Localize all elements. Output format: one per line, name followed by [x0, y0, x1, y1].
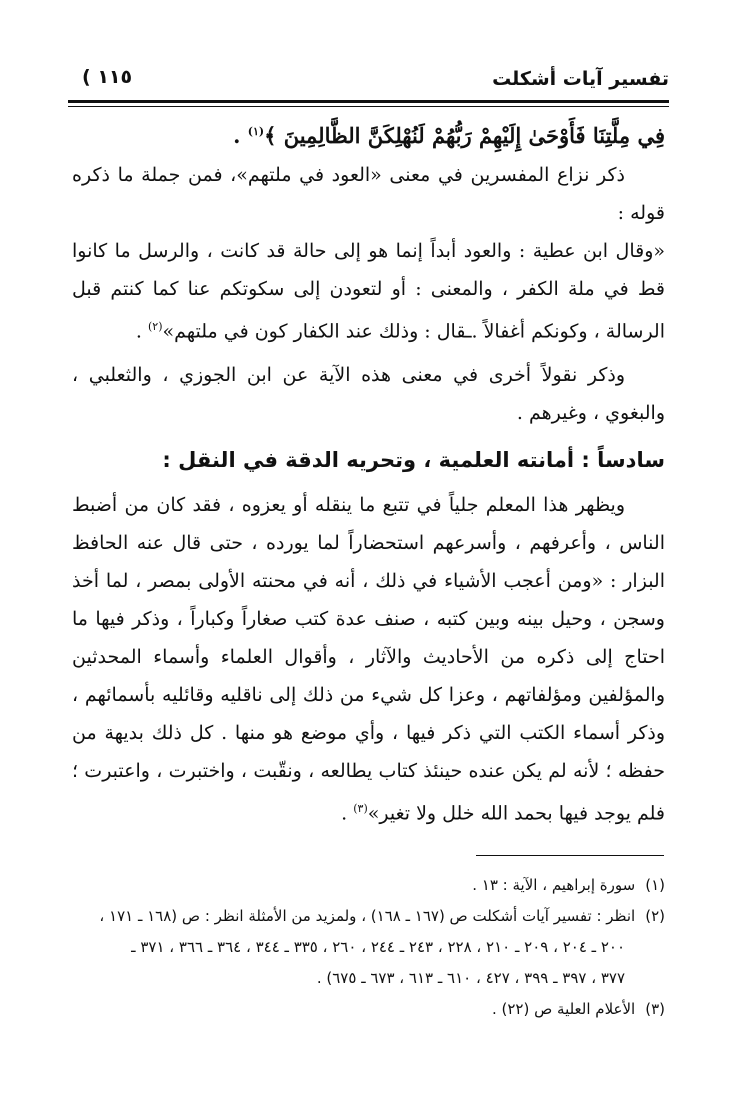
- paragraph-4: [72, 486, 665, 832]
- footnote-ref-3: (٣): [353, 802, 368, 816]
- paragraph-2-text: «وقال ابن عطية : والعود أبداً إنما هو إلى حالة قد كانت ، والرسل ما كانوا قط في ملة الكفر ، والمعنى : أو لتعودن إلى سكوتكم عنا كما كنتم قبل الرسالة ، وكونكم أغفالاً .ـقال : وذلك عند الكفار كون في ملتهم»: [72, 240, 665, 343]
- paragraph-3: وذكر نقولاً أخرى في معنى هذه الآية عن ابن الجوزي ، والثعلبي ، والبغوي ، وغيرهم .: [72, 364, 665, 425]
- quran-end: .: [233, 123, 248, 148]
- footnote-1: [72, 870, 665, 901]
- footnote-separator: [476, 855, 664, 856]
- footnote-2: [72, 901, 665, 932]
- footnote-number: (١): [645, 876, 665, 894]
- footnote-text: انظر : تفسير آيات أشكلت ص (١٦٧ ـ ١٦٨) ، ولمزيد من الأمثلة انظر : ص (١٦٨ ـ ١٧١ ،: [99, 907, 636, 925]
- footnote-number: (٢): [645, 907, 665, 925]
- section-heading: سادساً : أمانته العلمية ، وتحريه الدقة في النقل :: [162, 448, 665, 473]
- header-rule-thin: [68, 106, 669, 107]
- footnote-2-continued: ٣٧٧ ، ٣٩٧ ـ ٣٩٩ ، ٤٢٧ ، ٦١٠ ـ ٦١٣ ، ٦٧٣ ـ ٦٧٥) .: [316, 969, 625, 987]
- paragraph-4-end: .: [341, 802, 354, 825]
- header-title: تفسير آيات أشكلت: [492, 68, 669, 90]
- paragraph-4-text: ويظهر هذا المعلم جلياً في تتبع ما ينقله أو يعزوه ، فقد كان من أضبط الناس ، وأعرفهم ، وأسرعهم استحضاراً لما يورده ، حتى قال عنه الحافظ البزار : «ومن أعجب الأشياء في ذلك ، أنه في محنته الأولى بمصر ، لما أخذ وسجن ، وحيل بينه وبين كتبه ، صنف عدة كتب صغاراً وكباراً ، وذكر فيها ما احتاج إلى ذكره من الأحاديث والآثار ، وأقوال العلماء وأسماء المحدثين والمؤلفين ومؤلفاتهم ، وعزا كل شيء من ذلك إلى ناقليه وقائليه بأسمائهم ، وذكر أسماء الكتب التي ذكر فيها ، وأي موضع هو منها . كل ذلك بديهة من حفظه ؛ لأنه لم يكن عنده حينئذ كتاب يطالعه ، ونقّبت ، واختبرت ، واعتبرت ؛ فلم يوجد فيها بحمد الله خلل ولا تغير»: [72, 494, 665, 825]
- footnotes: [72, 870, 665, 1025]
- footnote-2-continued: ٢٠٠ ـ ٢٠٤ ، ٢٠٩ ـ ٢١٠ ، ٢٢٨ ، ٢٤٣ ـ ٢٤٤ ، ٢٦٠ ، ٣٣٥ ـ ٣٤٤ ، ٣٦٤ ـ ٣٦٦ ، ٣٧١ ـ: [131, 938, 625, 956]
- footnote-number: (٣): [645, 1000, 665, 1018]
- paragraph-2: [72, 232, 665, 350]
- header-rule-thick: [68, 100, 669, 103]
- footnote-ref-1: (١): [247, 125, 265, 138]
- footnote-text: سورة إبراهيم ، الآية : ١٣ .: [472, 876, 636, 894]
- paragraph-2-end: .: [135, 320, 148, 343]
- running-header: [70, 64, 669, 98]
- page-number: ( ١١٥: [82, 66, 133, 88]
- footnote-3: [72, 994, 665, 1025]
- footnote-text: الأعلام العلية ص (٢٢) .: [491, 1000, 636, 1018]
- main-text: [72, 112, 665, 833]
- quran-text: فِي مِلَّتِنَا فَأَوْحَىٰ إِلَيْهِمْ رَبُّهُمْ لَنُهْلِكَنَّ الظَّالِمِينَ ﴾: [264, 123, 665, 148]
- quran-verse: [72, 112, 665, 156]
- paragraph-1: ذكر نزاع المفسرين في معنى «العود في ملتهم»، فمن جملة ما ذكره قوله :: [72, 164, 665, 224]
- footnote-ref-2: (٢): [147, 320, 163, 333]
